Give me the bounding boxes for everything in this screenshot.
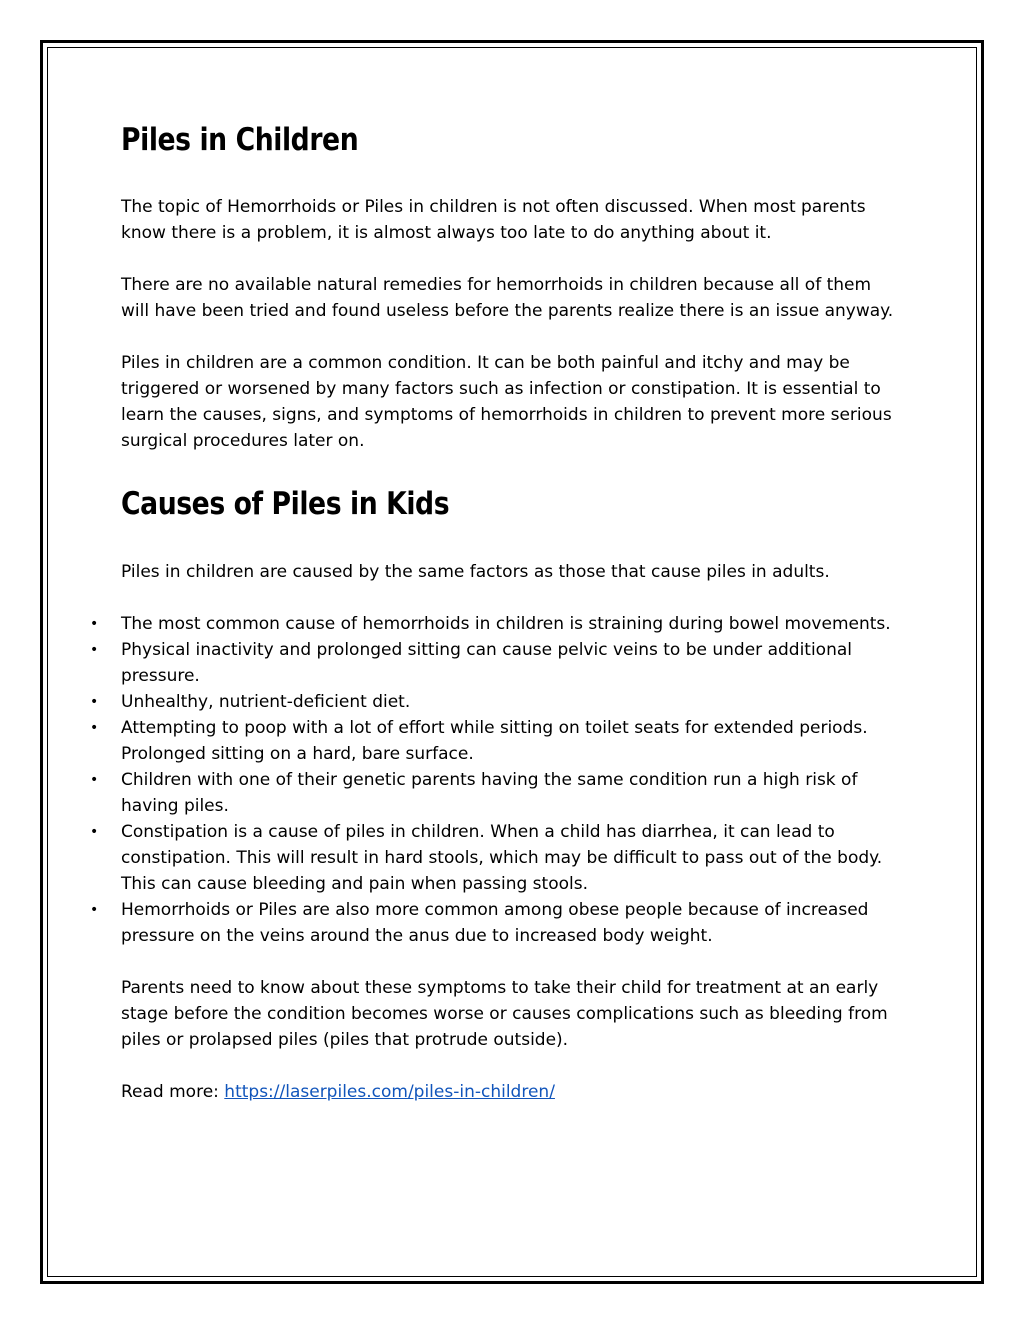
list-item xyxy=(90,611,901,637)
read-more-label: Read more: xyxy=(121,1082,219,1102)
bullet-icon: • xyxy=(90,720,99,736)
list-item-text: Physical inactivity and prolonged sitting can cause pelvic veins to be under additional pressure. xyxy=(121,640,852,686)
list-item xyxy=(90,637,901,689)
read-more-line xyxy=(121,1079,901,1105)
list-item xyxy=(90,897,901,949)
bullet-icon: • xyxy=(90,642,99,658)
closing-paragraph: Parents need to know about these symptoms to take their child for treatment at an early stage before the condition becomes worse or causes complications such as bleeding from piles or prolapsed piles (piles that protrude outside). xyxy=(121,978,888,1050)
list-item-text: The most common cause of hemorrhoids in children is straining during bowel movements. xyxy=(121,614,891,634)
intro-paragraph-1: The topic of Hemorrhoids or Piles in children is not often discussed. When most parents know there is a problem, it is almost always too late to do anything about it. xyxy=(121,197,866,243)
list-item-text: Children with one of their genetic parents having the same condition run a high risk of having piles. xyxy=(121,770,858,816)
bullet-icon: • xyxy=(90,902,99,918)
list-item-text: Constipation is a cause of piles in children. When a child has diarrhea, it can lead to constipation. This will result in hard stools, which may be difficult to pass out of the body. This can cause bleeding and pain when passing stools. xyxy=(121,822,883,894)
list-item xyxy=(90,715,901,767)
bullet-icon: • xyxy=(90,824,99,840)
intro-paragraph-3: Piles in children are a common condition. It can be both painful and itchy and may be triggered or worsened by many factors such as infection or constipation. It is essential to learn the causes, signs, and symptoms of hemorrhoids in children to prevent more serious surgical procedures later on. xyxy=(121,353,892,451)
bullet-icon: • xyxy=(90,616,99,632)
page-title: Piles in Children xyxy=(121,122,359,158)
document-body xyxy=(90,116,901,1131)
list-item xyxy=(90,819,901,897)
list-item xyxy=(90,689,901,715)
causes-intro-paragraph: Piles in children are caused by the same factors as those that cause piles in adults. xyxy=(121,562,830,582)
intro-paragraph-2: There are no available natural remedies for hemorrhoids in children because all of them will have been tried and found useless before the parents realize there is an issue anyway. xyxy=(121,275,894,321)
list-item-text: Attempting to poop with a lot of effort while sitting on toilet seats for extended periods. Prolonged sitting on a hard, bare surface. xyxy=(121,718,868,764)
list-item-text: Unhealthy, nutrient-deficient diet. xyxy=(121,692,411,712)
bullet-icon: • xyxy=(90,694,99,710)
list-item-text: Hemorrhoids or Piles are also more common among obese people because of increased pressure on the veins around the anus due to increased body weight. xyxy=(121,900,869,946)
section-heading-causes: Causes of Piles in Kids xyxy=(121,486,450,522)
bullet-icon: • xyxy=(90,772,99,788)
list-item xyxy=(90,767,901,819)
read-more-link[interactable]: https://laserpiles.com/piles-in-children/ xyxy=(224,1082,555,1102)
causes-list xyxy=(90,611,901,949)
